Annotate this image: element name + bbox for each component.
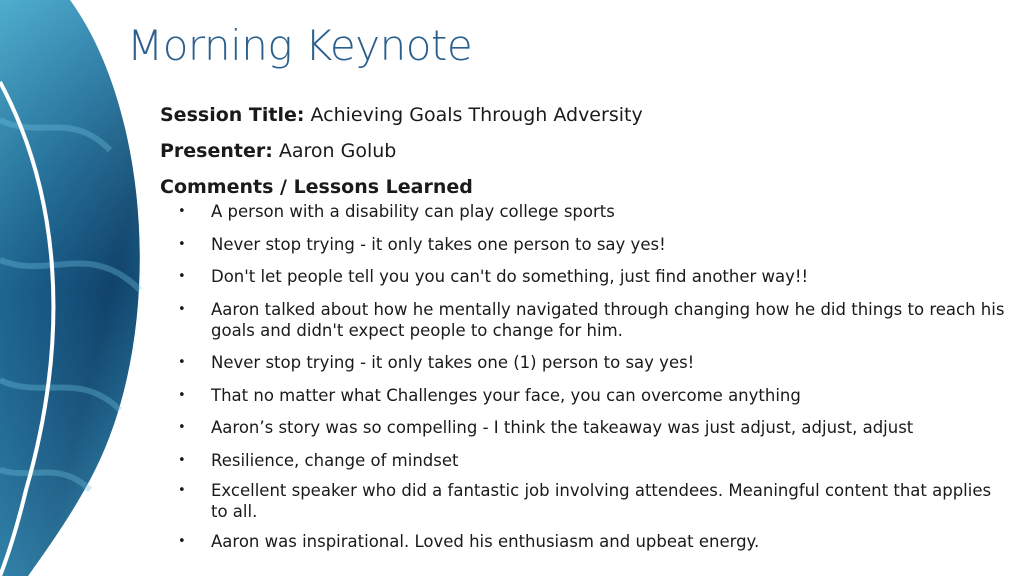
list-item-text: Aaron talked about how he mentally navigated through changing how he did things to reach his goals and didn't expect people to change for him. (211, 299, 1005, 340)
bullet-dot-icon: • (178, 387, 186, 403)
bullet-dot-icon: • (178, 482, 186, 498)
list-item (160, 417, 1010, 438)
bullet-dot-icon: • (178, 236, 186, 252)
session-title-value: Achieving Goals Through Adversity (310, 104, 643, 126)
list-item (160, 266, 1010, 287)
slide-title: Morning Keynote (127, 21, 473, 70)
presenter-line (160, 138, 396, 164)
presenter-value: Aaron Golub (278, 140, 397, 162)
bullet-dot-icon: • (178, 452, 186, 468)
list-item-text: Never stop trying - it only takes one (1) person to say yes! (211, 353, 695, 372)
comments-heading: Comments / Lessons Learned (160, 176, 473, 198)
list-item (160, 450, 1010, 471)
bullet-dot-icon: • (178, 301, 186, 317)
list-item (160, 201, 1010, 222)
list-item (160, 385, 1010, 406)
bullet-dot-icon: • (178, 533, 186, 549)
presenter-label: Presenter: (160, 140, 273, 162)
list-item-text: Aaron’s story was so compelling - I think the takeaway was just adjust, adjust, adjust (211, 418, 914, 437)
list-item-text: Excellent speaker who did a fantastic job involving attendees. Meaningful content that applies to all. (211, 480, 992, 521)
list-item-text: Aaron was inspirational. Loved his enthusiasm and upbeat energy. (211, 531, 760, 551)
bullet-dot-icon: • (178, 355, 186, 370)
list-item-text: That no matter what Challenges your face, you can overcome anything (211, 385, 801, 405)
list-item-text: Never stop trying - it only takes one person to say yes! (211, 234, 666, 254)
session-title-line (160, 102, 643, 128)
list-item-text: Don't let people tell you you can't do something, just find another way!! (211, 267, 809, 286)
list-item-text: A person with a disability can play college sports (211, 202, 615, 221)
bullet-dot-icon: • (178, 204, 186, 219)
bullet-dot-icon: • (178, 420, 186, 435)
list-item (160, 299, 1010, 341)
bullet-dot-icon: • (178, 269, 186, 284)
comments-list (160, 201, 1010, 563)
list-item (160, 352, 1010, 373)
session-title-label: Session Title: (160, 104, 305, 126)
list-item (160, 531, 1010, 552)
list-item (160, 234, 1010, 255)
list-item (160, 480, 1010, 522)
list-item-text: Resilience, change of mindset (211, 450, 459, 470)
